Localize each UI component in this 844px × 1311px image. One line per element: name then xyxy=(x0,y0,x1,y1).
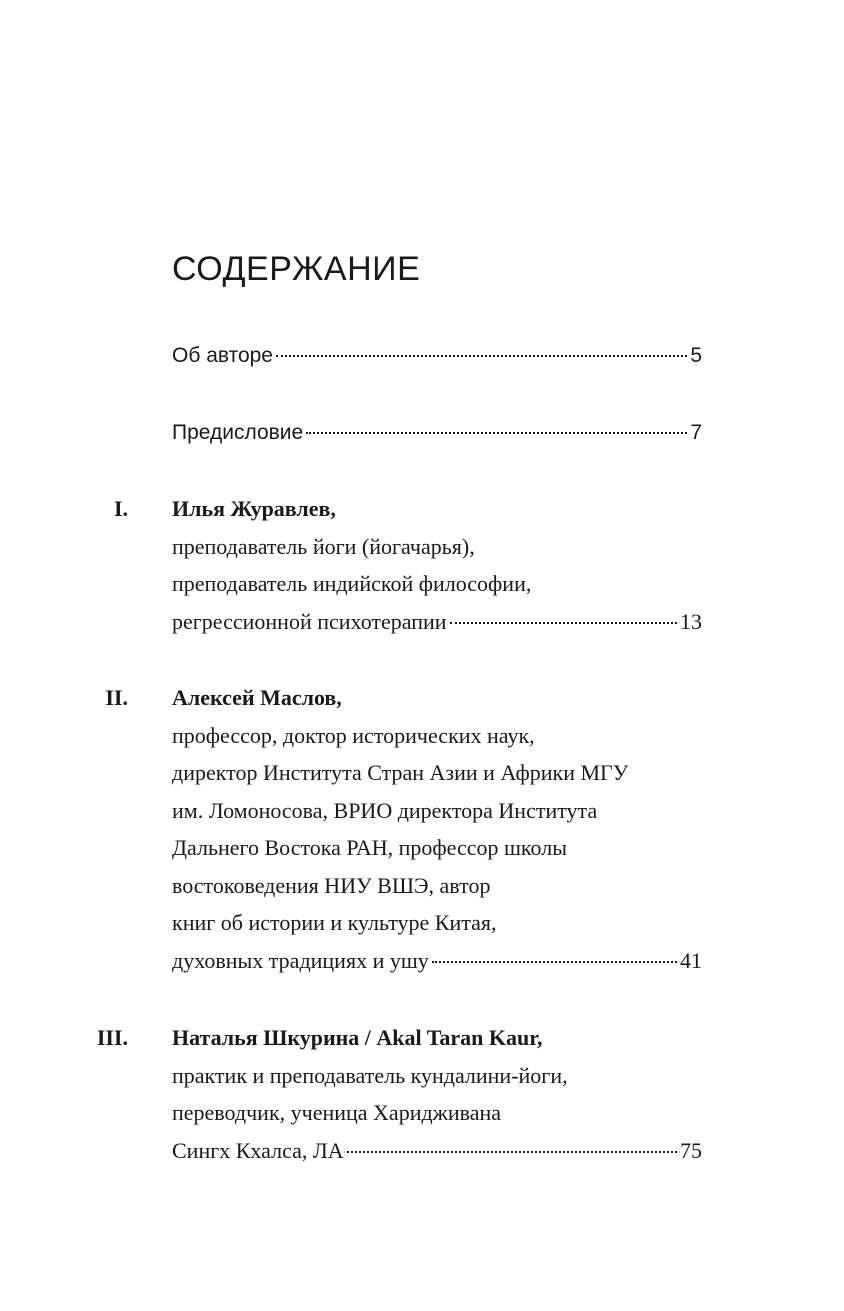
chapter-description-line: востоковедения НИУ ВШЭ, автор xyxy=(172,872,491,898)
chapter-description-line: профессор, доктор исторических наук, xyxy=(172,722,535,748)
chapter-author-name: Илья Журавлев, xyxy=(172,496,336,521)
page-number: 13 xyxy=(680,608,702,634)
dot-leader xyxy=(306,432,687,434)
chapter-author-name: Алексей Маслов, xyxy=(172,685,342,710)
page-number: 5 xyxy=(690,344,702,367)
chapter-description-line: практик и преподаватель кундалини-йоги, xyxy=(172,1062,568,1088)
chapter-description-line: книг об истории и культуре Китая, xyxy=(172,910,497,935)
chapter-description-line: Дальнего Востока РАН, профессор школы xyxy=(172,835,567,860)
toc-chapter-2[interactable] xyxy=(172,679,702,979)
toc-chapter-1[interactable] xyxy=(172,490,702,640)
chapter-number: III. xyxy=(96,1025,128,1050)
chapter-description-line: переводчик, ученица Харидживана xyxy=(172,1100,502,1125)
toc-chapter-3[interactable] xyxy=(172,1019,702,1169)
chapter-description-line: директор Института Стран Азии и Африки МГУ xyxy=(172,760,629,785)
dot-leader xyxy=(432,961,677,963)
page-number: 41 xyxy=(680,947,702,973)
chapter-description-line: Сингх Кхалса, ЛА xyxy=(172,1137,344,1163)
dot-leader xyxy=(347,1151,677,1153)
toc-entry-label: Об авторе xyxy=(172,344,273,367)
chapter-description-line: преподаватель йоги (йогачарья), xyxy=(172,533,475,559)
chapter-number: I. xyxy=(113,496,128,521)
toc-entry-label: Предисловие xyxy=(172,421,304,444)
page-title: СОДЕРЖАНИЕ xyxy=(172,250,421,288)
chapter-description-line: преподаватель индийской философии, xyxy=(172,571,532,596)
chapter-description-line: духовных традициях и ушу xyxy=(172,947,429,973)
toc-entry-about-author[interactable] xyxy=(172,337,702,375)
chapter-description-line: регрессионной психотерапии xyxy=(172,608,447,634)
chapter-number: II. xyxy=(105,685,128,710)
page-number: 7 xyxy=(690,421,702,444)
toc-entry-preface[interactable] xyxy=(172,414,702,452)
page-number: 75 xyxy=(680,1137,702,1163)
dot-leader xyxy=(276,355,687,357)
chapter-author-name: Наталья Шкурина / Akal Taran Kaur, xyxy=(172,1025,543,1050)
dot-leader xyxy=(450,622,677,624)
chapter-description-line: им. Ломоносова, ВРИО директора Института xyxy=(172,797,598,823)
